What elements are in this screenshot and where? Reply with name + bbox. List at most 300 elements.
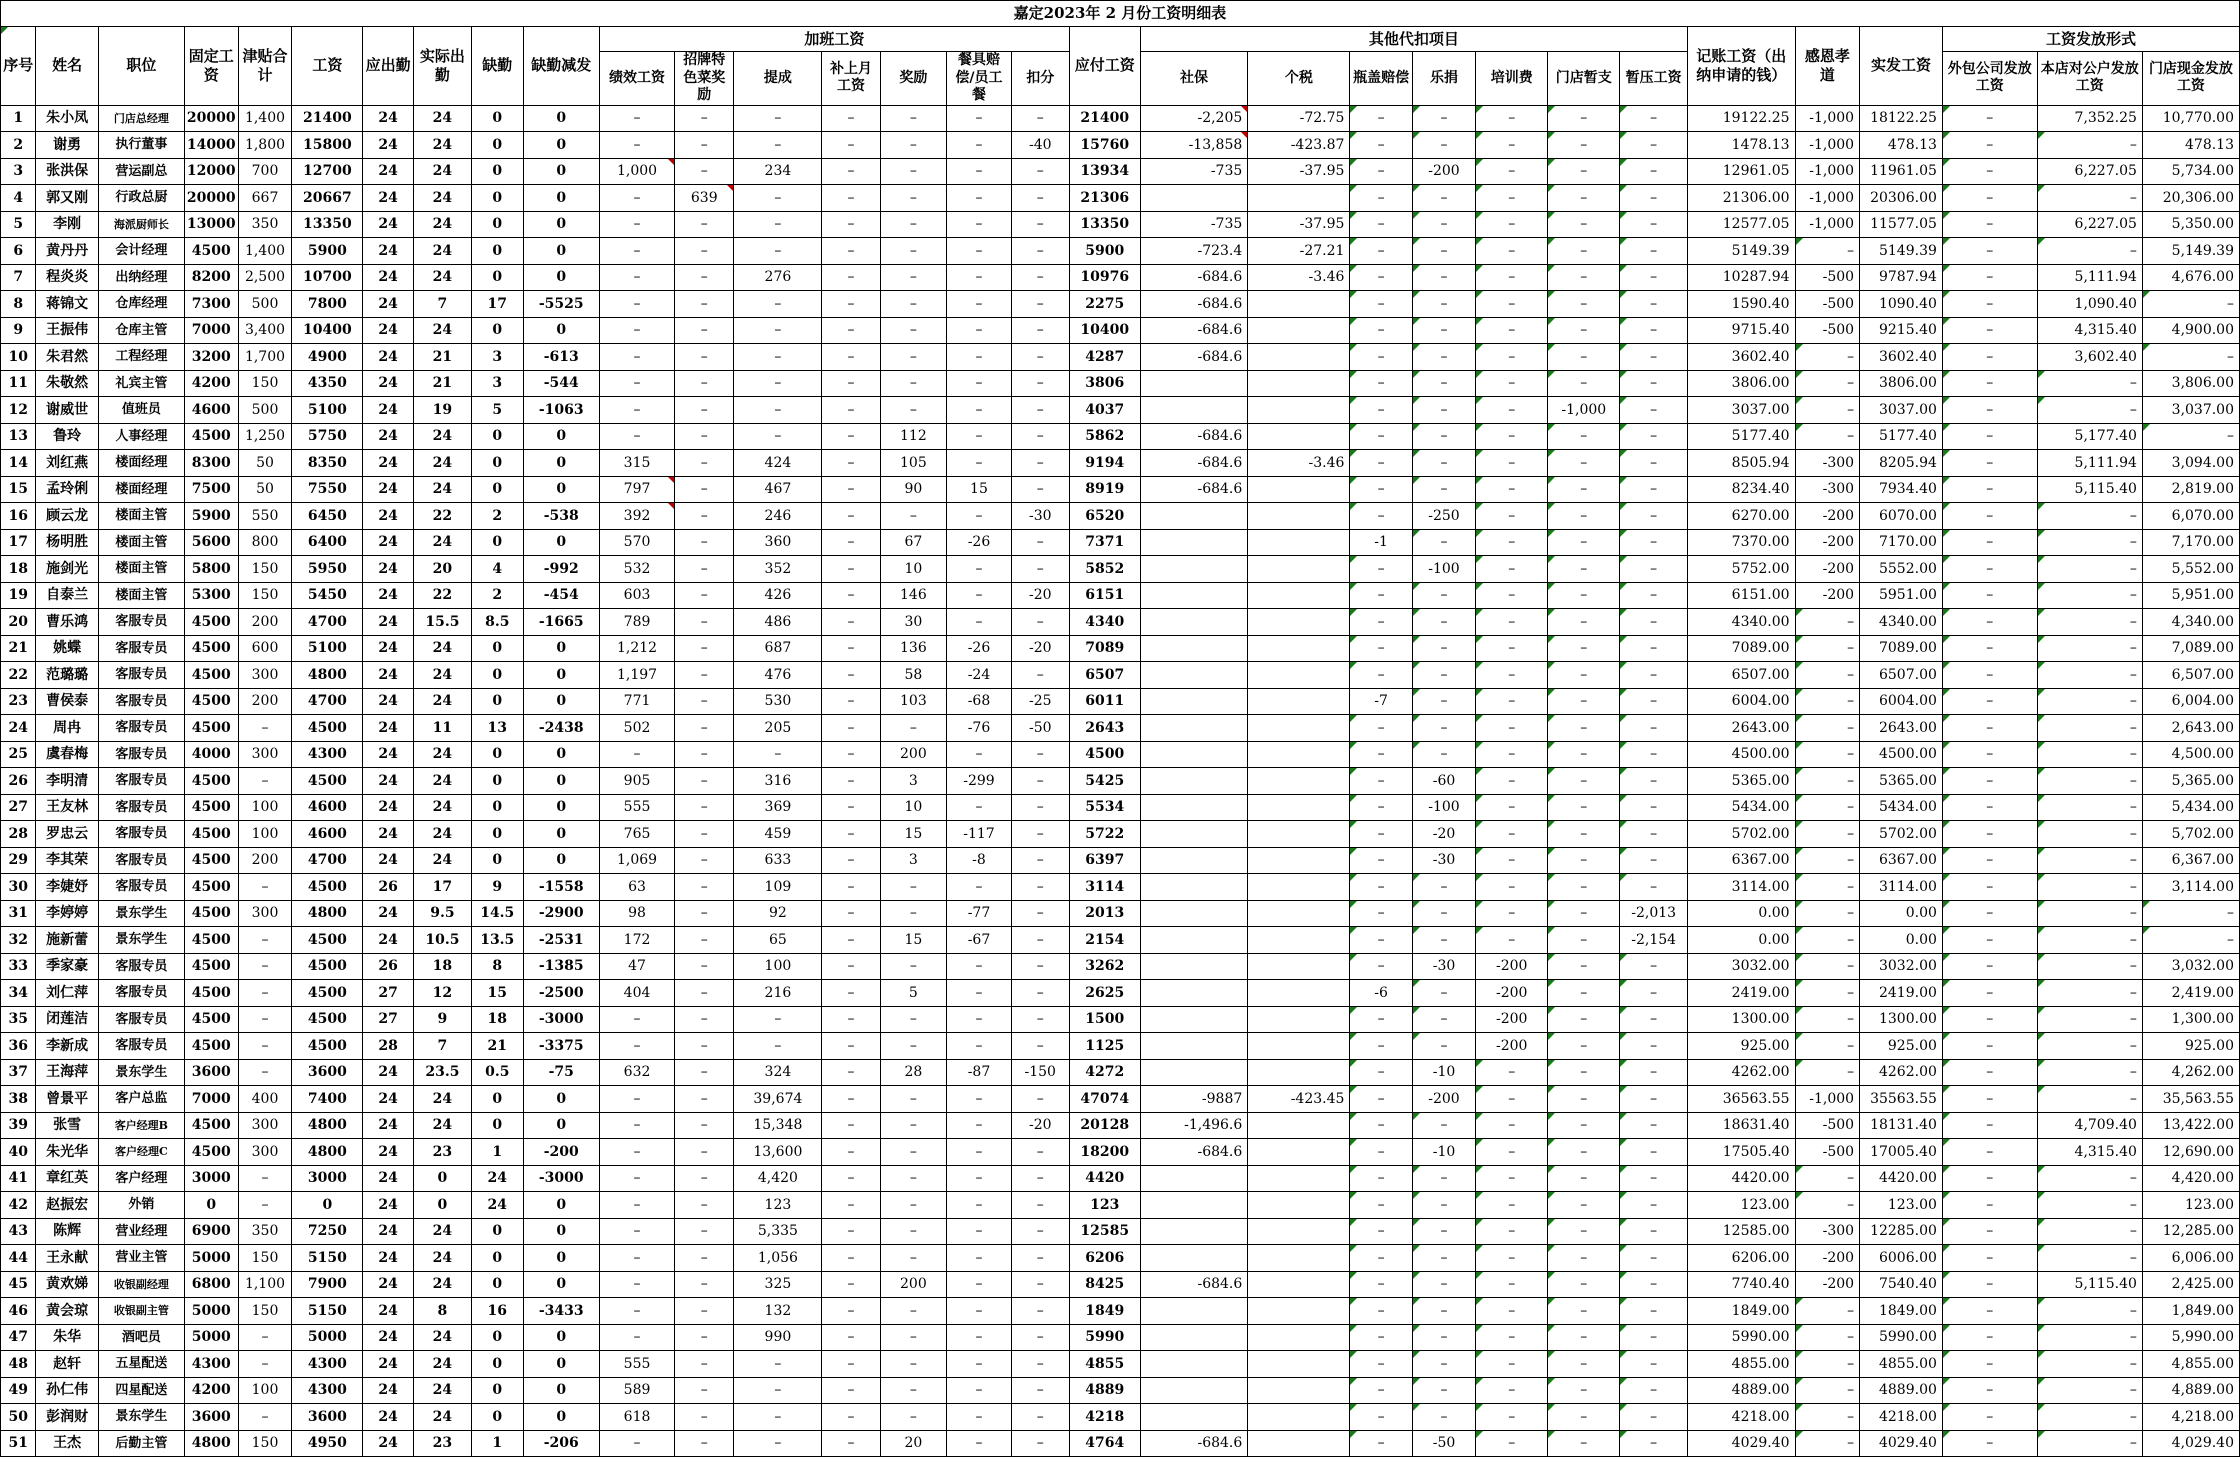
cell-training-fee[interactable]: – [1476, 344, 1548, 371]
cell-commission[interactable]: – [734, 317, 822, 344]
header-withheld-salary[interactable]: 暂压工资 [1620, 52, 1688, 106]
cell-seq[interactable]: 16 [1, 503, 36, 530]
cell-reward[interactable]: – [880, 874, 947, 901]
cell-seq[interactable]: 48 [1, 1351, 36, 1378]
cell-income-tax[interactable] [1248, 688, 1350, 715]
cell-penalty-points[interactable]: – [1011, 1192, 1069, 1219]
cell-store-cash-payment[interactable]: 20,306.00 [2142, 185, 2239, 212]
cell-outsourcing-payment[interactable]: – [1942, 238, 2037, 265]
cell-penalty-points[interactable]: – [1011, 529, 1069, 556]
cell-payable[interactable]: 7089 [1069, 635, 1140, 662]
cell-fixed-salary[interactable]: 4500 [184, 874, 238, 901]
cell-signature-dish-bonus[interactable]: – [675, 1404, 734, 1431]
cell-income-tax[interactable] [1248, 1377, 1350, 1404]
cell-store-cash-payment[interactable]: 35,563.55 [2142, 1086, 2239, 1113]
cell-payable[interactable]: 6520 [1069, 503, 1140, 530]
cell-social-insurance[interactable] [1140, 1298, 1248, 1325]
cell-due-attendance[interactable]: 24 [363, 1351, 414, 1378]
cell-store-cash-payment[interactable]: 123.00 [2142, 1192, 2239, 1219]
cell-book-salary[interactable]: 2643.00 [1688, 715, 1796, 742]
cell-allowance[interactable]: 350 [238, 211, 292, 238]
cell-thanksgiving[interactable]: -300 [1795, 476, 1860, 503]
cell-last-month-pay[interactable]: – [822, 1351, 880, 1378]
cell-social-insurance[interactable]: -723.4 [1140, 238, 1248, 265]
cell-absence-deduction[interactable]: -544 [523, 370, 599, 397]
cell-due-attendance[interactable]: 24 [363, 1324, 414, 1351]
cell-reward[interactable]: – [880, 1245, 947, 1272]
cell-training-fee[interactable]: – [1476, 1271, 1548, 1298]
cell-absence[interactable]: 15 [471, 980, 523, 1007]
cell-signature-dish-bonus[interactable]: – [675, 476, 734, 503]
cell-corporate-account-payment[interactable]: 5,115.40 [2037, 476, 2142, 503]
cell-income-tax[interactable] [1248, 1404, 1350, 1431]
cell-seq[interactable]: 46 [1, 1298, 36, 1325]
cell-tableware-compensation[interactable]: – [947, 264, 1012, 291]
cell-actual-pay[interactable]: 1300.00 [1860, 1006, 1943, 1033]
cell-actual-attendance[interactable]: 24 [413, 185, 471, 212]
cell-actual-pay[interactable]: 17005.40 [1860, 1139, 1943, 1166]
cell-withheld-salary[interactable]: – [1620, 1377, 1688, 1404]
cell-withheld-salary[interactable]: – [1620, 953, 1688, 980]
cell-payable[interactable]: 8425 [1069, 1271, 1140, 1298]
cell-penalty-points[interactable]: – [1011, 1086, 1069, 1113]
cell-due-attendance[interactable]: 24 [363, 105, 414, 132]
cell-donation[interactable]: – [1412, 688, 1475, 715]
cell-commission[interactable]: – [734, 211, 822, 238]
cell-actual-attendance[interactable]: 17 [413, 874, 471, 901]
cell-thanksgiving[interactable]: -200 [1795, 1271, 1860, 1298]
cell-social-insurance[interactable]: -684.6 [1140, 1430, 1248, 1457]
cell-actual-pay[interactable]: 4340.00 [1860, 609, 1943, 636]
cell-book-salary[interactable]: 19122.25 [1688, 105, 1796, 132]
cell-signature-dish-bonus[interactable]: – [675, 1086, 734, 1113]
cell-donation[interactable]: -200 [1412, 158, 1475, 185]
cell-income-tax[interactable] [1248, 1059, 1350, 1086]
cell-reward[interactable]: 200 [880, 1271, 947, 1298]
cell-actual-pay[interactable]: 925.00 [1860, 1033, 1943, 1060]
cell-social-insurance[interactable] [1140, 1192, 1248, 1219]
cell-seq[interactable]: 35 [1, 1006, 36, 1033]
cell-salary[interactable]: 5950 [292, 556, 363, 583]
cell-corporate-account-payment[interactable]: 4,315.40 [2037, 317, 2142, 344]
header-allowance-total[interactable]: 津贴合计 [238, 27, 292, 106]
cell-withheld-salary[interactable]: – [1620, 609, 1688, 636]
cell-store-advance[interactable]: – [1548, 317, 1620, 344]
cell-withheld-salary[interactable]: – [1620, 980, 1688, 1007]
cell-store-cash-payment[interactable]: 5,990.00 [2142, 1324, 2239, 1351]
cell-seq[interactable]: 2 [1, 132, 36, 159]
cell-income-tax[interactable] [1248, 556, 1350, 583]
cell-tableware-compensation[interactable]: – [947, 185, 1012, 212]
cell-commission[interactable]: 205 [734, 715, 822, 742]
cell-actual-pay[interactable]: 5702.00 [1860, 821, 1943, 848]
cell-donation[interactable]: -30 [1412, 953, 1475, 980]
cell-training-fee[interactable]: – [1476, 1165, 1548, 1192]
cell-training-fee[interactable]: – [1476, 635, 1548, 662]
cell-signature-dish-bonus[interactable]: – [675, 132, 734, 159]
cell-actual-pay[interactable]: 0.00 [1860, 900, 1943, 927]
cell-allowance[interactable]: 200 [238, 847, 292, 874]
cell-commission[interactable]: 424 [734, 450, 822, 477]
cell-signature-dish-bonus[interactable]: – [675, 1006, 734, 1033]
cell-payable[interactable]: 18200 [1069, 1139, 1140, 1166]
cell-performance-pay[interactable]: 392 [599, 503, 674, 530]
cell-corporate-account-payment[interactable]: – [2037, 980, 2142, 1007]
cell-absence[interactable]: 8.5 [471, 609, 523, 636]
cell-training-fee[interactable]: – [1476, 105, 1548, 132]
cell-withheld-salary[interactable]: – [1620, 556, 1688, 583]
cell-thanksgiving[interactable]: – [1795, 344, 1860, 371]
cell-income-tax[interactable] [1248, 344, 1350, 371]
cell-social-insurance[interactable] [1140, 741, 1248, 768]
cell-due-attendance[interactable]: 24 [363, 450, 414, 477]
cell-seq[interactable]: 50 [1, 1404, 36, 1431]
cell-training-fee[interactable]: – [1476, 476, 1548, 503]
cell-payable[interactable]: 6206 [1069, 1245, 1140, 1272]
cell-last-month-pay[interactable]: – [822, 1430, 880, 1457]
cell-name[interactable]: 刘仁萍 [36, 980, 98, 1007]
cell-income-tax[interactable] [1248, 1271, 1350, 1298]
cell-penalty-points[interactable]: – [1011, 1033, 1069, 1060]
cell-withheld-salary[interactable]: – [1620, 1059, 1688, 1086]
cell-payable[interactable]: 6011 [1069, 688, 1140, 715]
cell-store-advance[interactable]: – [1548, 238, 1620, 265]
cell-withheld-salary[interactable]: – [1620, 185, 1688, 212]
cell-performance-pay[interactable]: – [599, 1139, 674, 1166]
cell-name[interactable]: 李婷婷 [36, 900, 98, 927]
cell-corporate-account-payment[interactable]: – [2037, 635, 2142, 662]
cell-fixed-salary[interactable]: 3600 [184, 1404, 238, 1431]
cell-reward[interactable]: – [880, 344, 947, 371]
cell-reward[interactable]: 67 [880, 529, 947, 556]
cell-commission[interactable]: 990 [734, 1324, 822, 1351]
cell-fixed-salary[interactable]: 4500 [184, 794, 238, 821]
cell-social-insurance[interactable]: -9887 [1140, 1086, 1248, 1113]
cell-income-tax[interactable] [1248, 927, 1350, 954]
cell-absence[interactable]: 0 [471, 847, 523, 874]
cell-withheld-salary[interactable]: – [1620, 291, 1688, 318]
cell-withheld-salary[interactable]: – [1620, 635, 1688, 662]
cell-salary[interactable]: 4300 [292, 1377, 363, 1404]
cell-position[interactable]: 客服专员 [98, 953, 184, 980]
cell-penalty-points[interactable]: – [1011, 1377, 1069, 1404]
cell-payable[interactable]: 13350 [1069, 211, 1140, 238]
cell-thanksgiving[interactable]: – [1795, 1165, 1860, 1192]
cell-bottle-cap-compensation[interactable]: – [1350, 1271, 1412, 1298]
cell-salary[interactable]: 4500 [292, 1033, 363, 1060]
cell-signature-dish-bonus[interactable]: – [675, 158, 734, 185]
cell-payable[interactable]: 10976 [1069, 264, 1140, 291]
cell-fixed-salary[interactable]: 12000 [184, 158, 238, 185]
cell-seq[interactable]: 1 [1, 105, 36, 132]
cell-donation[interactable]: -10 [1412, 1139, 1475, 1166]
cell-actual-attendance[interactable]: 24 [413, 132, 471, 159]
cell-seq[interactable]: 15 [1, 476, 36, 503]
cell-training-fee[interactable]: – [1476, 1139, 1548, 1166]
cell-absence[interactable]: 0 [471, 264, 523, 291]
cell-penalty-points[interactable]: – [1011, 238, 1069, 265]
cell-last-month-pay[interactable]: – [822, 1324, 880, 1351]
cell-outsourcing-payment[interactable]: – [1942, 609, 2037, 636]
cell-actual-attendance[interactable]: 9.5 [413, 900, 471, 927]
cell-thanksgiving[interactable]: – [1795, 1192, 1860, 1219]
cell-thanksgiving[interactable]: – [1795, 1033, 1860, 1060]
cell-outsourcing-payment[interactable]: – [1942, 132, 2037, 159]
cell-tableware-compensation[interactable]: -8 [947, 847, 1012, 874]
header-due-attendance[interactable]: 应出勤 [363, 27, 414, 106]
cell-absence-deduction[interactable]: 0 [523, 688, 599, 715]
cell-outsourcing-payment[interactable]: – [1942, 1139, 2037, 1166]
cell-performance-pay[interactable]: 404 [599, 980, 674, 1007]
cell-payable[interactable]: 6397 [1069, 847, 1140, 874]
cell-commission[interactable]: 324 [734, 1059, 822, 1086]
cell-position[interactable]: 海派厨师长 [98, 211, 184, 238]
cell-bottle-cap-compensation[interactable]: – [1350, 185, 1412, 212]
cell-absence[interactable]: 0 [471, 1404, 523, 1431]
cell-penalty-points[interactable]: -50 [1011, 715, 1069, 742]
cell-name[interactable]: 施新蕾 [36, 927, 98, 954]
cell-bottle-cap-compensation[interactable]: – [1350, 132, 1412, 159]
cell-seq[interactable]: 27 [1, 794, 36, 821]
cell-fixed-salary[interactable]: 5300 [184, 582, 238, 609]
cell-donation[interactable]: -30 [1412, 847, 1475, 874]
cell-performance-pay[interactable]: – [599, 291, 674, 318]
cell-store-cash-payment[interactable]: 4,029.40 [2142, 1430, 2239, 1457]
cell-name[interactable]: 周冉 [36, 715, 98, 742]
cell-bottle-cap-compensation[interactable]: – [1350, 1218, 1412, 1245]
cell-fixed-salary[interactable]: 5000 [184, 1324, 238, 1351]
cell-bottle-cap-compensation[interactable]: – [1350, 556, 1412, 583]
cell-actual-attendance[interactable]: 11 [413, 715, 471, 742]
cell-actual-pay[interactable]: 7934.40 [1860, 476, 1943, 503]
cell-seq[interactable]: 39 [1, 1112, 36, 1139]
cell-due-attendance[interactable]: 24 [363, 158, 414, 185]
header-payment-group[interactable]: 工资发放形式 [1942, 27, 2239, 52]
cell-corporate-account-payment[interactable]: 6,227.05 [2037, 211, 2142, 238]
cell-bottle-cap-compensation[interactable]: – [1350, 900, 1412, 927]
cell-seq[interactable]: 43 [1, 1218, 36, 1245]
cell-store-advance[interactable]: – [1548, 794, 1620, 821]
cell-outsourcing-payment[interactable]: – [1942, 1033, 2037, 1060]
cell-tableware-compensation[interactable]: – [947, 1351, 1012, 1378]
cell-signature-dish-bonus[interactable]: – [675, 370, 734, 397]
cell-book-salary[interactable]: 1300.00 [1688, 1006, 1796, 1033]
cell-book-salary[interactable]: 5177.40 [1688, 423, 1796, 450]
cell-absence-deduction[interactable]: 0 [523, 1404, 599, 1431]
cell-training-fee[interactable]: – [1476, 185, 1548, 212]
cell-last-month-pay[interactable]: – [822, 1271, 880, 1298]
cell-corporate-account-payment[interactable]: – [2037, 370, 2142, 397]
cell-thanksgiving[interactable]: – [1795, 1324, 1860, 1351]
cell-due-attendance[interactable]: 24 [363, 370, 414, 397]
cell-actual-pay[interactable]: 1090.40 [1860, 291, 1943, 318]
cell-store-advance[interactable]: – [1548, 900, 1620, 927]
cell-absence[interactable]: 0 [471, 1112, 523, 1139]
cell-due-attendance[interactable]: 24 [363, 635, 414, 662]
cell-actual-attendance[interactable]: 18 [413, 953, 471, 980]
cell-penalty-points[interactable]: – [1011, 556, 1069, 583]
cell-donation[interactable]: – [1412, 1324, 1475, 1351]
cell-seq[interactable]: 19 [1, 582, 36, 609]
cell-income-tax[interactable] [1248, 980, 1350, 1007]
cell-performance-pay[interactable]: – [599, 132, 674, 159]
cell-commission[interactable]: 109 [734, 874, 822, 901]
cell-actual-pay[interactable]: 6070.00 [1860, 503, 1943, 530]
cell-payable[interactable]: 1500 [1069, 1006, 1140, 1033]
cell-allowance[interactable]: 1,800 [238, 132, 292, 159]
cell-reward[interactable]: – [880, 900, 947, 927]
cell-penalty-points[interactable]: – [1011, 768, 1069, 795]
cell-actual-pay[interactable]: 1849.00 [1860, 1298, 1943, 1325]
cell-position[interactable]: 仓库经理 [98, 291, 184, 318]
cell-store-cash-payment[interactable]: 4,500.00 [2142, 741, 2239, 768]
cell-position[interactable]: 酒吧员 [98, 1324, 184, 1351]
cell-store-cash-payment[interactable]: 3,806.00 [2142, 370, 2239, 397]
cell-store-advance[interactable]: – [1548, 1298, 1620, 1325]
cell-bottle-cap-compensation[interactable]: – [1350, 741, 1412, 768]
cell-withheld-salary[interactable]: – [1620, 1245, 1688, 1272]
cell-absence[interactable]: 1 [471, 1139, 523, 1166]
cell-fixed-salary[interactable]: 7500 [184, 476, 238, 503]
cell-allowance[interactable]: 800 [238, 529, 292, 556]
cell-signature-dish-bonus[interactable]: – [675, 688, 734, 715]
cell-donation[interactable]: – [1412, 927, 1475, 954]
cell-commission[interactable]: – [734, 238, 822, 265]
cell-performance-pay[interactable]: 63 [599, 874, 674, 901]
cell-absence-deduction[interactable]: 0 [523, 158, 599, 185]
cell-income-tax[interactable] [1248, 1324, 1350, 1351]
cell-payable[interactable]: 5722 [1069, 821, 1140, 848]
cell-training-fee[interactable]: – [1476, 370, 1548, 397]
cell-book-salary[interactable]: 3602.40 [1688, 344, 1796, 371]
cell-penalty-points[interactable]: – [1011, 211, 1069, 238]
cell-corporate-account-payment[interactable]: – [2037, 794, 2142, 821]
cell-absence-deduction[interactable]: 0 [523, 132, 599, 159]
cell-last-month-pay[interactable]: – [822, 370, 880, 397]
cell-actual-pay[interactable]: 478.13 [1860, 132, 1943, 159]
cell-outsourcing-payment[interactable]: – [1942, 317, 2037, 344]
cell-book-salary[interactable]: 6367.00 [1688, 847, 1796, 874]
cell-book-salary[interactable]: 18631.40 [1688, 1112, 1796, 1139]
cell-book-salary[interactable]: 0.00 [1688, 927, 1796, 954]
cell-corporate-account-payment[interactable]: 4,709.40 [2037, 1112, 2142, 1139]
cell-allowance[interactable]: 150 [238, 370, 292, 397]
cell-allowance[interactable]: 50 [238, 450, 292, 477]
cell-actual-attendance[interactable]: 21 [413, 370, 471, 397]
cell-corporate-account-payment[interactable]: 1,090.40 [2037, 291, 2142, 318]
cell-book-salary[interactable]: 925.00 [1688, 1033, 1796, 1060]
cell-due-attendance[interactable]: 24 [363, 768, 414, 795]
cell-income-tax[interactable] [1248, 794, 1350, 821]
cell-donation[interactable]: -100 [1412, 794, 1475, 821]
cell-actual-attendance[interactable]: 24 [413, 1112, 471, 1139]
cell-tableware-compensation[interactable]: – [947, 291, 1012, 318]
cell-signature-dish-bonus[interactable]: – [675, 211, 734, 238]
cell-tableware-compensation[interactable]: – [947, 1033, 1012, 1060]
cell-signature-dish-bonus[interactable]: – [675, 847, 734, 874]
cell-bottle-cap-compensation[interactable]: – [1350, 821, 1412, 848]
cell-salary[interactable]: 3600 [292, 1404, 363, 1431]
cell-withheld-salary[interactable]: – [1620, 264, 1688, 291]
cell-tableware-compensation[interactable]: – [947, 556, 1012, 583]
cell-actual-attendance[interactable]: 24 [413, 821, 471, 848]
cell-commission[interactable]: – [734, 344, 822, 371]
cell-last-month-pay[interactable]: – [822, 980, 880, 1007]
cell-performance-pay[interactable]: – [599, 1192, 674, 1219]
cell-reward[interactable]: 28 [880, 1059, 947, 1086]
cell-signature-dish-bonus[interactable]: – [675, 1271, 734, 1298]
cell-commission[interactable]: 123 [734, 1192, 822, 1219]
cell-absence-deduction[interactable]: -206 [523, 1430, 599, 1457]
cell-salary[interactable]: 4600 [292, 821, 363, 848]
cell-performance-pay[interactable]: – [599, 1112, 674, 1139]
cell-last-month-pay[interactable]: – [822, 582, 880, 609]
cell-reward[interactable]: 15 [880, 821, 947, 848]
cell-thanksgiving[interactable]: – [1795, 397, 1860, 424]
cell-fixed-salary[interactable]: 4500 [184, 927, 238, 954]
cell-actual-pay[interactable]: 4218.00 [1860, 1404, 1943, 1431]
cell-penalty-points[interactable]: – [1011, 1351, 1069, 1378]
cell-position[interactable]: 会计经理 [98, 238, 184, 265]
cell-tableware-compensation[interactable]: – [947, 1404, 1012, 1431]
cell-absence[interactable]: 2 [471, 503, 523, 530]
cell-thanksgiving[interactable]: – [1795, 1430, 1860, 1457]
cell-reward[interactable]: – [880, 1139, 947, 1166]
cell-fixed-salary[interactable]: 4500 [184, 953, 238, 980]
cell-position[interactable]: 客户经理B [98, 1112, 184, 1139]
cell-due-attendance[interactable]: 24 [363, 317, 414, 344]
cell-penalty-points[interactable]: – [1011, 609, 1069, 636]
cell-allowance[interactable]: – [238, 1192, 292, 1219]
cell-social-insurance[interactable] [1140, 582, 1248, 609]
cell-bottle-cap-compensation[interactable]: – [1350, 662, 1412, 689]
cell-outsourcing-payment[interactable]: – [1942, 1404, 2037, 1431]
cell-book-salary[interactable]: 4029.40 [1688, 1430, 1796, 1457]
cell-actual-pay[interactable]: 5552.00 [1860, 556, 1943, 583]
header-thanksgiving[interactable]: 感恩孝道 [1795, 27, 1860, 106]
cell-penalty-points[interactable]: – [1011, 662, 1069, 689]
cell-store-cash-payment[interactable]: – [2142, 900, 2239, 927]
cell-outsourcing-payment[interactable]: – [1942, 1059, 2037, 1086]
cell-social-insurance[interactable]: -2,205 [1140, 105, 1248, 132]
cell-actual-pay[interactable]: 7170.00 [1860, 529, 1943, 556]
cell-fixed-salary[interactable]: 4300 [184, 1351, 238, 1378]
cell-reward[interactable]: – [880, 1033, 947, 1060]
cell-actual-attendance[interactable]: 24 [413, 1218, 471, 1245]
cell-penalty-points[interactable]: – [1011, 900, 1069, 927]
cell-social-insurance[interactable] [1140, 715, 1248, 742]
cell-salary[interactable]: 7550 [292, 476, 363, 503]
cell-fixed-salary[interactable]: 6800 [184, 1271, 238, 1298]
cell-commission[interactable]: 216 [734, 980, 822, 1007]
cell-corporate-account-payment[interactable]: – [2037, 503, 2142, 530]
cell-fixed-salary[interactable]: 4500 [184, 847, 238, 874]
cell-actual-pay[interactable]: 4029.40 [1860, 1430, 1943, 1457]
cell-payable[interactable]: 4287 [1069, 344, 1140, 371]
cell-seq[interactable]: 34 [1, 980, 36, 1007]
cell-income-tax[interactable] [1248, 1351, 1350, 1378]
cell-tableware-compensation[interactable]: – [947, 158, 1012, 185]
cell-fixed-salary[interactable]: 13000 [184, 211, 238, 238]
cell-store-advance[interactable]: – [1548, 344, 1620, 371]
cell-salary[interactable]: 12700 [292, 158, 363, 185]
cell-fixed-salary[interactable]: 4500 [184, 900, 238, 927]
cell-absence[interactable]: 0 [471, 741, 523, 768]
cell-actual-pay[interactable]: 4420.00 [1860, 1165, 1943, 1192]
cell-penalty-points[interactable]: -20 [1011, 1112, 1069, 1139]
cell-seq[interactable]: 24 [1, 715, 36, 742]
cell-due-attendance[interactable]: 24 [363, 1139, 414, 1166]
